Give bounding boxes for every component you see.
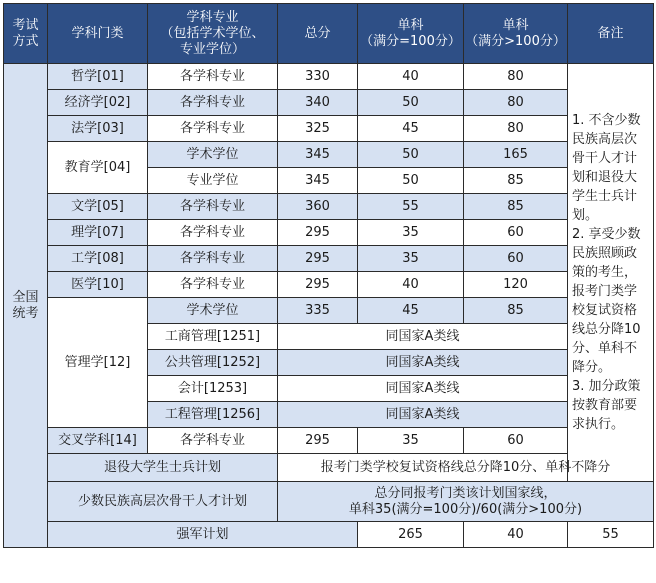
header-single-gt100: 单科 （满分>100分） — [464, 4, 568, 64]
total-cell: 295 — [278, 428, 358, 454]
table-row — [4, 454, 654, 482]
major-cell: 各学科专业 — [148, 194, 278, 220]
total-cell: 335 — [278, 298, 358, 324]
total-cell: 330 — [278, 64, 358, 90]
header-row — [4, 4, 654, 64]
note-1: 1. 不含少数民族高层次骨干人才计划和退役大学生士兵计划。 — [572, 113, 641, 223]
single-100-cell: 50 — [358, 168, 464, 194]
national-line-cell: 同国家A类线 — [278, 402, 568, 428]
minority-value: 总分同报考门类该计划国家线， 单科35(满分=100分)/60(满分>100分) — [278, 482, 654, 522]
total-cell: 340 — [278, 90, 358, 116]
header-major: 学科专业 （包括学术学位、 专业学位） — [148, 4, 278, 64]
category-cell: 文学[05] — [48, 194, 148, 220]
category-cell: 交叉学科[14] — [48, 428, 148, 454]
major-cell: 各学科专业 — [148, 116, 278, 142]
total-cell: 345 — [278, 168, 358, 194]
category-cell: 哲学[01] — [48, 64, 148, 90]
category-cell: 管理学[12] — [48, 298, 148, 428]
note-3: 3. 加分政策按教育部要求执行。 — [572, 379, 641, 432]
single-100-cell: 45 — [358, 116, 464, 142]
exam-mode-cell: 全国 统考 — [4, 64, 48, 548]
single-100-cell: 50 — [358, 90, 464, 116]
single-gt100-cell: 85 — [464, 194, 568, 220]
major-cell: 各学科专业 — [148, 428, 278, 454]
table-row — [4, 220, 654, 246]
table-row — [4, 64, 654, 90]
single-100-cell: 45 — [358, 298, 464, 324]
total-cell: 295 — [278, 220, 358, 246]
table-row — [4, 90, 654, 116]
table-row — [4, 194, 654, 220]
single-gt100-cell: 80 — [464, 116, 568, 142]
national-line-cell: 同国家A类线 — [278, 324, 568, 350]
major-cell: 各学科专业 — [148, 220, 278, 246]
score-table-container — [3, 3, 653, 577]
single-100-cell: 50 — [358, 142, 464, 168]
category-cell: 经济学[02] — [48, 90, 148, 116]
single-100-cell: 40 — [464, 522, 568, 548]
total-cell: 295 — [278, 272, 358, 298]
total-cell: 325 — [278, 116, 358, 142]
note-2: 2. 享受少数民族照顾政策的考生，报考门类学校复试资格线总分降10分、单科不降分。 — [572, 227, 641, 375]
major-cell: 会计[1253] — [148, 376, 278, 402]
strong-army-label: 强军计划 — [48, 522, 358, 548]
header-single-100: 单科 （满分=100分） — [358, 4, 464, 64]
header-exam-mode: 考试 方式 — [4, 4, 48, 64]
single-gt100-cell: 60 — [464, 220, 568, 246]
major-cell: 工程管理[1256] — [148, 402, 278, 428]
major-cell: 工商管理[1251] — [148, 324, 278, 350]
single-gt100-cell: 80 — [464, 90, 568, 116]
score-table — [3, 3, 654, 548]
single-gt100-cell: 60 — [464, 246, 568, 272]
table-row — [4, 246, 654, 272]
veteran-value: 报考门类学校复试资格线总分降10分、单科不降分 — [278, 454, 654, 482]
single-gt100-cell: 55 — [568, 522, 654, 548]
single-gt100-cell: 60 — [464, 428, 568, 454]
national-line-cell: 同国家A类线 — [278, 376, 568, 402]
header-notes: 备注 — [568, 4, 654, 64]
total-cell: 265 — [358, 522, 464, 548]
major-cell: 公共管理[1252] — [148, 350, 278, 376]
single-100-cell: 35 — [358, 428, 464, 454]
single-100-cell: 40 — [358, 64, 464, 90]
single-gt100-cell: 120 — [464, 272, 568, 298]
total-cell: 360 — [278, 194, 358, 220]
single-gt100-cell: 165 — [464, 142, 568, 168]
total-cell: 345 — [278, 142, 358, 168]
major-cell: 专业学位 — [148, 168, 278, 194]
category-cell: 工学[08] — [48, 246, 148, 272]
veteran-label: 退役大学生士兵计划 — [48, 454, 278, 482]
notes-cell — [568, 64, 654, 482]
category-cell: 法学[03] — [48, 116, 148, 142]
table-row — [4, 522, 654, 548]
single-100-cell: 55 — [358, 194, 464, 220]
category-cell: 教育学[04] — [48, 142, 148, 194]
single-gt100-cell: 85 — [464, 298, 568, 324]
major-cell: 各学科专业 — [148, 64, 278, 90]
single-100-cell: 35 — [358, 246, 464, 272]
major-cell: 学术学位 — [148, 298, 278, 324]
single-gt100-cell: 85 — [464, 168, 568, 194]
national-line-cell: 同国家A类线 — [278, 350, 568, 376]
major-cell: 各学科专业 — [148, 90, 278, 116]
table-row — [4, 116, 654, 142]
major-cell: 各学科专业 — [148, 272, 278, 298]
table-row — [4, 272, 654, 298]
header-total: 总分 — [278, 4, 358, 64]
single-gt100-cell: 80 — [464, 64, 568, 90]
table-row — [4, 428, 654, 454]
table-row — [4, 142, 654, 168]
header-category: 学科门类 — [48, 4, 148, 64]
major-cell: 各学科专业 — [148, 246, 278, 272]
minority-label: 少数民族高层次骨干人才计划 — [48, 482, 278, 522]
table-row — [4, 482, 654, 522]
single-100-cell: 35 — [358, 220, 464, 246]
category-cell: 医学[10] — [48, 272, 148, 298]
major-cell: 学术学位 — [148, 142, 278, 168]
category-cell: 理学[07] — [48, 220, 148, 246]
total-cell: 295 — [278, 246, 358, 272]
single-100-cell: 40 — [358, 272, 464, 298]
table-row — [4, 298, 654, 324]
